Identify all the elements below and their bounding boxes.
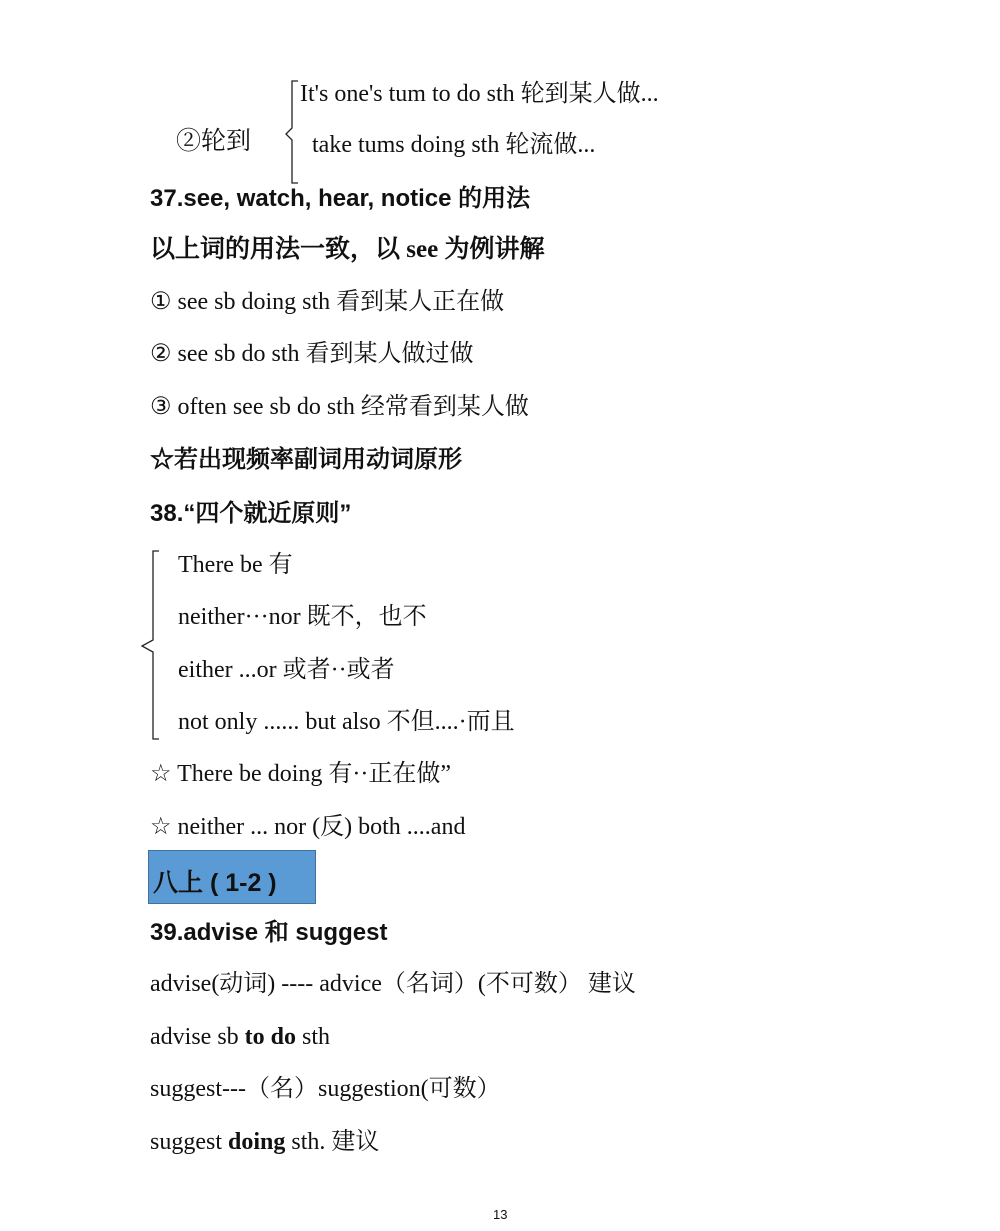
section-37-note: ☆若出现频率副词用动词原形 [150, 447, 462, 473]
intro-see: see [406, 236, 439, 263]
section-38-heading: 38.“四个就近原则” [150, 500, 352, 527]
turn-label: ②轮到 [176, 128, 252, 155]
unit-banner-label: 八上 ( 1-2 ) [153, 869, 277, 897]
turn-item-2: take tums doing sth 轮流做... [312, 132, 596, 158]
section-38-note-1: ☆ There be doing 有··正在做” [150, 761, 451, 787]
intro-part-a: 以上词的用法一致，以 [150, 236, 407, 263]
section-37-item-2: ② see sb do sth 看到某人做过做 [150, 341, 474, 367]
section-39-line-4 [150, 1127, 379, 1157]
section-38-item-3: either ...or 或者··或者 [178, 657, 395, 683]
line2-part-c: sth [296, 1024, 331, 1050]
intro-part-c: 为例讲解 [438, 236, 545, 263]
section-37-intro [150, 235, 544, 265]
brace-proximity [140, 550, 160, 740]
section-39-line-1: advise(动词) ---- advice（名词）(不可数） 建议 [150, 971, 636, 997]
section-38-item-2: neither···nor 既不，也不 [178, 604, 427, 630]
section-37-item-1: ① see sb doing sth 看到某人正在做 [150, 289, 505, 315]
brace-turn [284, 80, 300, 184]
section-39-heading: 39.advise 和 suggest [150, 919, 388, 946]
section-39-line-3: suggest---（名）suggestion(可数） [150, 1076, 501, 1102]
line4-part-a: suggest [150, 1129, 228, 1155]
section-38-note-2: ☆ neither ... nor (反) both ....and [150, 814, 466, 840]
turn-item-1: It's one's tum to do sth 轮到某人做... [300, 81, 659, 107]
line4-doing: doing [228, 1129, 286, 1155]
section-38-item-4: not only ...... but also 不但....·而且 [178, 709, 515, 735]
section-37-item-3: ③ often see sb do sth 经常看到某人做 [150, 394, 529, 420]
line2-part-a: advise sb [150, 1024, 245, 1050]
section-38-item-1: There be 有 [178, 552, 293, 578]
unit-banner [148, 850, 316, 904]
page-number: 13 [493, 1207, 508, 1222]
section-37-heading: 37.see, watch, hear, notice 的用法 [150, 185, 531, 212]
line2-to-do: to do [244, 1024, 296, 1050]
section-39-line-2 [150, 1022, 330, 1052]
line4-part-c: sth. 建议 [285, 1129, 380, 1155]
